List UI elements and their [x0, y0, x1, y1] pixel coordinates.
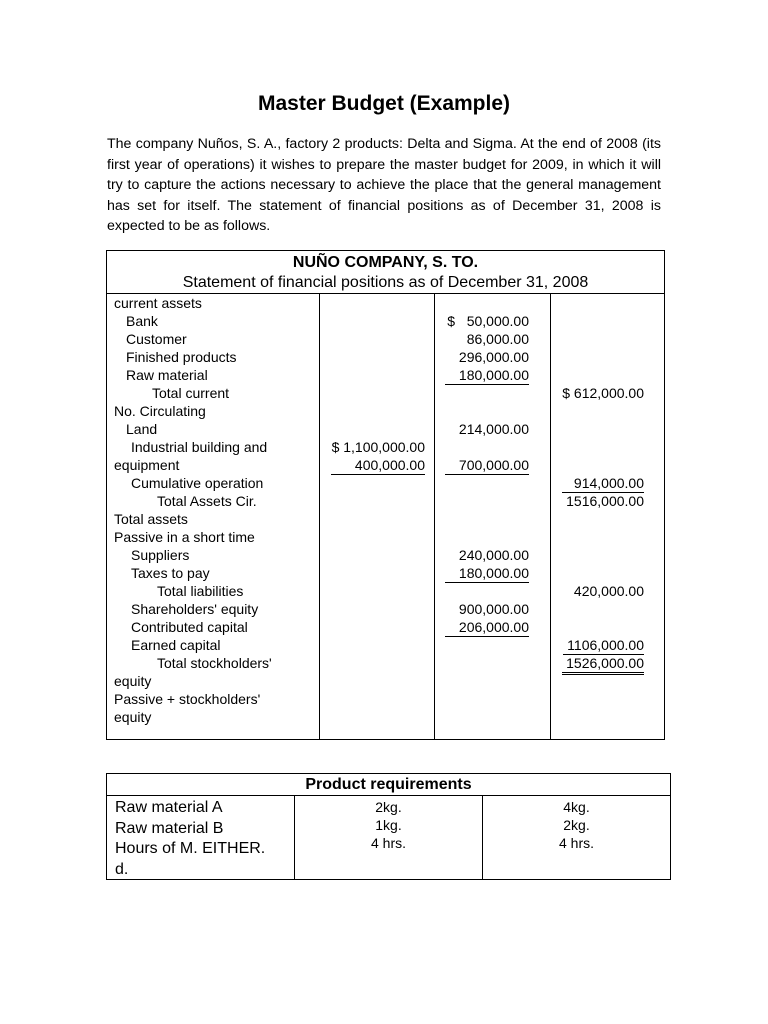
amount: 180,000.00 [445, 564, 529, 583]
requirement-value: 1kg. [375, 817, 402, 833]
table-row [107, 312, 664, 330]
table-row [107, 618, 664, 636]
requirement-label: Raw material A [115, 799, 223, 816]
table-row [107, 438, 664, 456]
row-label: Suppliers [131, 547, 190, 563]
row-label: equity [114, 709, 152, 725]
table-row [107, 348, 664, 366]
table-row [107, 708, 664, 726]
requirement-value: 4 hrs. [370, 835, 406, 851]
row-label: Customer [126, 331, 187, 347]
requirement-labels [115, 798, 295, 880]
amount: 1106,000.00 [563, 636, 644, 655]
row-label: Industrial building and [131, 439, 268, 455]
row-label: Earned capital [131, 637, 221, 653]
requirement-value: 2kg. [375, 799, 402, 815]
row-label: Total assets [114, 511, 188, 527]
row-label: Contributed capital [131, 619, 248, 635]
table-row [107, 546, 664, 564]
table-row [107, 492, 664, 510]
row-label: Total current [152, 385, 230, 401]
table-row [107, 384, 664, 402]
row-label: Cumulative operation [131, 475, 264, 491]
requirement-value: 4 hrs. [558, 835, 594, 851]
amount: 900,000.00 [458, 601, 529, 617]
table-row [107, 528, 664, 546]
financial-statement-table [106, 250, 665, 740]
table-row [107, 402, 664, 420]
amount: 296,000.00 [458, 349, 529, 365]
amount: 700,000.00 [445, 456, 529, 475]
table-row [107, 420, 664, 438]
requirements-title: Product requirements [107, 774, 670, 796]
requirement-value: 4kg. [563, 799, 590, 815]
row-label: Total Assets Cir. [157, 493, 257, 509]
statement-subtitle: Statement of financial positions as of December 31, 2008 [182, 274, 589, 291]
amount: 214,000.00 [458, 421, 529, 437]
amount: 914,000.00 [562, 474, 644, 493]
table-row [107, 366, 664, 384]
amount: 1516,000.00 [566, 493, 644, 509]
amount: $ 1,100,000.00 [331, 439, 425, 455]
page-title: Master Budget (Example) [257, 92, 511, 115]
table-row [107, 582, 664, 600]
table-row [107, 600, 664, 618]
requirement-label: d. [115, 860, 129, 878]
table-row [107, 330, 664, 348]
row-label: Taxes to pay [131, 565, 210, 581]
table-row [107, 672, 664, 690]
amount: 240,000.00 [458, 547, 529, 563]
requirement-value: 2kg. [563, 817, 590, 833]
table-row [107, 456, 664, 474]
amount: 1526,000.00 [562, 654, 644, 675]
row-label: Total liabilities [157, 583, 244, 599]
table-row [107, 564, 664, 582]
requirement-label: Raw material B [115, 819, 224, 837]
requirement-label: Hours of M. EITHER. [115, 840, 266, 858]
row-label: current assets [114, 295, 202, 311]
delta-column [295, 798, 482, 852]
row-label: Finished products [126, 349, 237, 365]
amount: $ 612,000.00 [562, 385, 644, 401]
amount: 420,000.00 [573, 583, 644, 599]
amount: 206,000.00 [445, 618, 529, 637]
row-label: Land [126, 421, 158, 437]
row-label: Passive in a short time [114, 529, 255, 545]
row-label: Shareholders' equity [131, 601, 259, 617]
statement-header [107, 251, 664, 294]
row-label: Bank [126, 313, 158, 329]
intro-text: The company Nuños, S. A., factory 2 products: Delta and Sigma. At the end of 2008 (its first year of operations) it wishes to prepare the master budget for 2009, in which it will try to capture the actions necessary to achieve the place that the general management has set for itself. The statement of financial positions as of December 31, 2008 is expected to be as follows. [107, 136, 661, 235]
product-requirements-table [106, 773, 671, 880]
table-row [107, 636, 664, 654]
table-row [107, 294, 664, 312]
amount: 180,000.00 [445, 366, 529, 385]
amount: 86,000.00 [466, 331, 529, 347]
sigma-column [483, 798, 670, 852]
row-label: No. Circulating [114, 403, 206, 419]
amount: $ 50,000.00 [447, 313, 529, 329]
row-label: equity [114, 673, 152, 689]
amount: 400,000.00 [331, 456, 425, 475]
table-row [107, 654, 664, 672]
row-label: Passive + stockholders' [114, 691, 261, 707]
row-label: Total stockholders' [157, 655, 272, 671]
company-name: NUÑO COMPANY, S. TO. [292, 254, 479, 271]
row-label: equipment [114, 457, 180, 473]
table-row [107, 474, 664, 492]
table-row [107, 510, 664, 528]
intro-paragraph [107, 134, 661, 237]
row-label: Raw material [126, 367, 208, 383]
table-row [107, 690, 664, 708]
